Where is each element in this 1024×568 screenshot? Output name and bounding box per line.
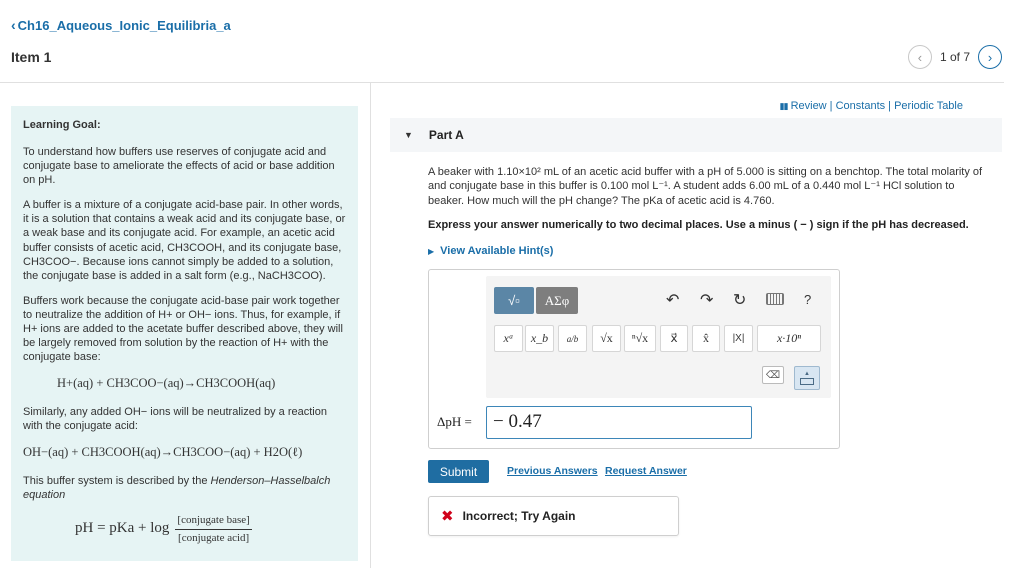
- question-text: [428, 165, 1008, 208]
- greek-symbols-button[interactable]: [536, 287, 578, 314]
- templates-button[interactable]: [494, 287, 534, 314]
- chevron-left-icon: ‹: [917, 49, 923, 65]
- previous-answers-link[interactable]: Previous Answers: [507, 465, 598, 477]
- previous-item-button[interactable]: [908, 45, 932, 69]
- learning-goal-panel: [11, 106, 358, 561]
- header-divider: [0, 82, 1004, 83]
- part-label: Part A: [428, 128, 464, 142]
- back-link[interactable]: [11, 17, 231, 33]
- hh-fraction: [175, 513, 251, 544]
- assignment-title: Ch16_Aqueous_Ionic_Equilibria_a: [17, 17, 231, 33]
- scientific-notation-button[interactable]: x·10ⁿ: [757, 325, 821, 352]
- question-line: beaker. How much will the pH change? The pKa of acetic acid is 4.760.: [428, 194, 775, 207]
- keyboard-icon: [800, 378, 814, 385]
- request-answer-link[interactable]: Request Answer: [605, 465, 687, 477]
- help-button[interactable]: ?: [804, 292, 812, 307]
- hh-lhs: pH = pKa + log: [75, 520, 170, 537]
- base-neutralization-text: Similarly, any added OH− ions will be neutralized by a reaction with the conjugate acid:: [23, 406, 327, 433]
- fraction-button[interactable]: a/b: [558, 325, 587, 352]
- feedback-box: [428, 496, 679, 536]
- pane-divider: [370, 82, 371, 568]
- greek-label: ΑΣφ: [544, 292, 570, 308]
- review-links[interactable]: [780, 100, 963, 112]
- learning-goal-text: To understand how buffers use reserves of conjugate acid and conjugate base to ameliorate the effects of acid or base addition on pH.: [23, 146, 335, 187]
- error-x-icon: ✖: [441, 508, 454, 525]
- superscript-button[interactable]: xᵃ: [494, 325, 523, 352]
- hh-intro-emphasis: Henderson–Hasselbalch equation: [23, 475, 331, 502]
- keyboard-toggle-button[interactable]: [794, 366, 820, 390]
- answer-instruction: Express your answer numerically to two decimal places. Use a minus ( − ) sign if the pH has decreased.: [428, 219, 969, 231]
- chevron-left-icon: ‹: [11, 17, 16, 33]
- learning-goal-label: Learning Goal:: [23, 119, 101, 131]
- hh-denominator: [conjugate acid]: [178, 531, 250, 544]
- pager-text: 1 of 7: [939, 50, 970, 64]
- submit-button[interactable]: Submit: [428, 460, 489, 483]
- acid-neutralization-equation: H+(aq) + CH3COO−(aq)→CH3COOH(aq): [57, 376, 276, 391]
- henderson-hasselbalch-intro: [23, 474, 346, 502]
- item-title: Item 1: [11, 49, 52, 65]
- base-neutralization-equation: OH−(aq) + CH3COOH(aq)→CH3COO−(aq) + H2O(ℓ): [23, 445, 303, 460]
- vector-button[interactable]: x⃗: [660, 325, 688, 352]
- unit-vector-button[interactable]: x̂: [692, 325, 720, 352]
- chevron-right-icon: ›: [987, 49, 993, 65]
- square-root-button[interactable]: √x: [592, 325, 621, 352]
- keyboard-icon[interactable]: [766, 293, 784, 305]
- pager: [908, 45, 1002, 69]
- next-item-button[interactable]: [978, 45, 1002, 69]
- hints-link-label[interactable]: View Available Hint(s): [440, 245, 554, 257]
- buffer-mechanism-text: Buffers work because the conjugate acid-base pair work together to neutralize the addition of H+ or OH− ions. Thus, for example, if H+ ions are added to the acetate buffer described above, they will be largely removed from solution by the reaction of H+ with the conjugate base:: [23, 294, 343, 364]
- answer-input[interactable]: − 0.47: [486, 406, 752, 439]
- templates-label: √▫: [508, 293, 520, 308]
- feedback-text: Incorrect; Try Again: [462, 509, 576, 523]
- hh-intro-lead: This buffer system is described by the: [23, 475, 211, 488]
- expand-triangle-icon: ▶: [428, 246, 435, 256]
- subscript-button[interactable]: x_b: [525, 325, 554, 352]
- part-a-header[interactable]: [390, 118, 1002, 152]
- review-links-text[interactable]: Review | Constants | Periodic Table: [790, 100, 963, 112]
- collapse-triangle-icon[interactable]: ▼: [404, 130, 413, 140]
- redo-icon[interactable]: ↷: [700, 292, 714, 309]
- reset-icon[interactable]: ↻: [733, 292, 747, 309]
- nth-root-button[interactable]: ⁿ√x: [624, 325, 656, 352]
- question-line: and conjugate base in this buffer is 0.100 mol L⁻¹. A student adds 6.00 mL of a 0.440 mol L⁻¹ HCl solution to: [428, 180, 955, 193]
- undo-icon[interactable]: ↶: [666, 292, 680, 309]
- hh-numerator: [conjugate base]: [175, 513, 251, 529]
- henderson-hasselbalch-equation: [23, 513, 346, 544]
- backspace-icon[interactable]: ⌫: [762, 366, 784, 384]
- review-icon: ▮▮: [779, 100, 788, 111]
- question-line: A beaker with 1.10×10² mL of an acetic acid buffer with a pH of 5.000 is sitting on a benchtop. The total molarity of: [428, 166, 983, 178]
- delta-ph-label: ΔpH =: [437, 414, 472, 429]
- chevron-up-icon: ▲: [804, 371, 810, 377]
- buffer-definition-text: A buffer is a mixture of a conjugate acid-base pair. In other words, it is a solution that contains a weak acid and its conjugate base, or a weak base and its conjugate acid. For example, an acetic acid buffer consists of acetic acid, CH3COOH, and its conjugate base, CH3COO−. Because ions cannot simply be added to a solution, the conjugate base is added in a salt form (e.g., NaCH3COO).: [23, 199, 346, 282]
- absolute-value-button[interactable]: |X|: [724, 325, 753, 352]
- view-hints-link[interactable]: [428, 245, 553, 257]
